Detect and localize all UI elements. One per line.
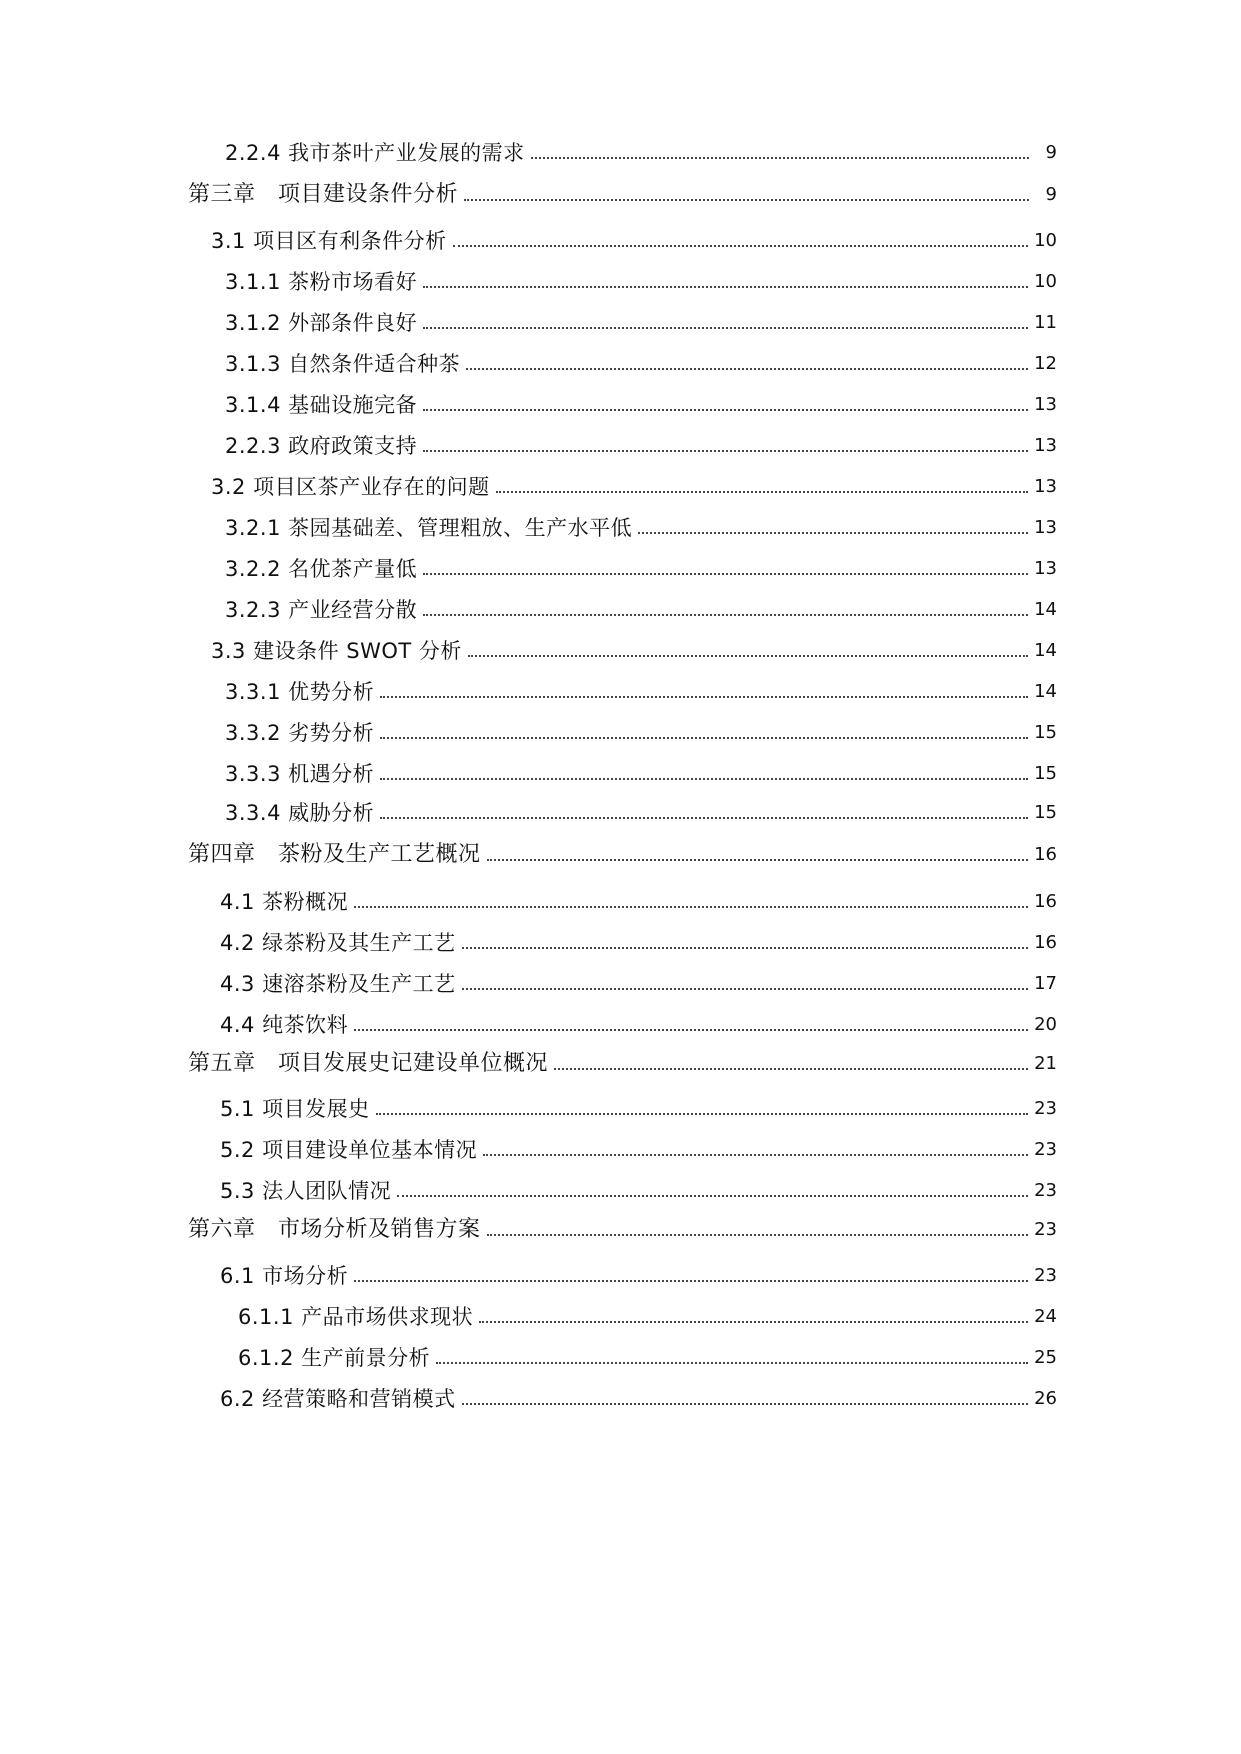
dot-leader bbox=[423, 286, 1028, 288]
dot-leader bbox=[380, 778, 1028, 780]
toc-chapter-entry[interactable] bbox=[188, 834, 1057, 868]
toc-page-number: 14 bbox=[1034, 681, 1057, 702]
toc-page-number: 23 bbox=[1034, 1139, 1057, 1160]
dot-leader bbox=[380, 817, 1028, 819]
toc-entry-label: 3.1.1 茶粉市场看好 bbox=[225, 270, 418, 294]
dot-leader bbox=[466, 368, 1028, 370]
toc-page-number: 9 bbox=[1045, 184, 1057, 205]
toc-page-number: 15 bbox=[1034, 802, 1057, 823]
dot-leader bbox=[462, 988, 1029, 990]
toc-entry-label: 4.2 绿茶粉及其生产工艺 bbox=[220, 931, 456, 955]
toc-page-number: 16 bbox=[1034, 932, 1057, 953]
toc-entry[interactable] bbox=[225, 753, 1057, 787]
toc-page-number: 15 bbox=[1034, 763, 1057, 784]
toc-entry-label: 4.3 速溶茶粉及生产工艺 bbox=[220, 972, 456, 996]
toc-entry-label: 6.1 市场分析 bbox=[220, 1264, 349, 1288]
dot-leader bbox=[462, 1403, 1029, 1405]
toc-entry[interactable] bbox=[220, 963, 1057, 997]
toc-entry-label: 3.3.2 劣势分析 bbox=[225, 721, 375, 745]
toc-entry-label: 3.1 项目区有利条件分析 bbox=[211, 229, 447, 253]
dot-leader bbox=[462, 947, 1029, 949]
toc-entry[interactable] bbox=[225, 589, 1057, 623]
toc-entry[interactable] bbox=[220, 1004, 1057, 1038]
dot-leader bbox=[380, 696, 1028, 698]
toc-entry[interactable] bbox=[220, 1255, 1057, 1289]
toc-entry-label: 第四章 茶粉及生产工艺概况 bbox=[188, 842, 481, 867]
toc-page-number: 17 bbox=[1034, 973, 1057, 994]
toc-page-number: 23 bbox=[1034, 1180, 1057, 1201]
toc-entry[interactable] bbox=[211, 466, 1057, 500]
dot-leader bbox=[479, 1321, 1028, 1323]
toc-entry[interactable] bbox=[225, 712, 1057, 746]
toc-entry[interactable] bbox=[225, 343, 1057, 377]
toc-entry-label: 6.2 经营策略和营销模式 bbox=[220, 1387, 456, 1411]
toc-entry-label: 6.1.2 生产前景分析 bbox=[238, 1346, 431, 1370]
dot-leader bbox=[423, 573, 1028, 575]
dot-leader bbox=[436, 1362, 1028, 1364]
toc-page-number: 10 bbox=[1034, 230, 1057, 251]
dot-leader bbox=[423, 327, 1028, 329]
toc-page-number: 14 bbox=[1034, 599, 1057, 620]
toc-entry[interactable] bbox=[220, 922, 1057, 956]
toc-page-number: 13 bbox=[1034, 394, 1057, 415]
toc-entry[interactable] bbox=[238, 1337, 1057, 1371]
toc-entry[interactable] bbox=[225, 132, 1057, 166]
toc-entry-label: 第三章 项目建设条件分析 bbox=[188, 182, 459, 207]
toc-entry-label: 3.3.4 威胁分析 bbox=[225, 801, 375, 825]
toc-entry[interactable] bbox=[225, 792, 1057, 826]
dot-leader bbox=[397, 1195, 1028, 1197]
dot-leader bbox=[354, 1280, 1028, 1282]
toc-entry-label: 第六章 市场分析及销售方案 bbox=[188, 1217, 481, 1242]
dot-leader bbox=[376, 1113, 1029, 1115]
toc-entry-label: 2.2.4 我市茶叶产业发展的需求 bbox=[225, 141, 525, 165]
dot-leader bbox=[496, 491, 1029, 493]
toc-entry[interactable] bbox=[220, 1378, 1057, 1412]
toc-entry[interactable] bbox=[225, 548, 1057, 582]
toc-page-number: 12 bbox=[1034, 353, 1057, 374]
toc-entry-label: 2.2.3 政府政策支持 bbox=[225, 434, 418, 458]
toc-entry[interactable] bbox=[220, 1170, 1057, 1204]
toc-entry-label: 3.1.4 基础设施完备 bbox=[225, 393, 418, 417]
dot-leader bbox=[483, 1154, 1028, 1156]
toc-page-number: 13 bbox=[1034, 476, 1057, 497]
toc-entry[interactable] bbox=[225, 425, 1057, 459]
toc-entry[interactable] bbox=[211, 220, 1057, 254]
dot-leader bbox=[423, 450, 1028, 452]
toc-entry-label: 3.1.2 外部条件良好 bbox=[225, 311, 418, 335]
toc-chapter-entry[interactable] bbox=[188, 1043, 1057, 1077]
toc-entry-label: 4.1 茶粉概况 bbox=[220, 890, 349, 914]
toc-page-number: 13 bbox=[1034, 558, 1057, 579]
toc-entry-label: 5.2 项目建设单位基本情况 bbox=[220, 1138, 478, 1162]
toc-page-number: 23 bbox=[1034, 1098, 1057, 1119]
toc-entry[interactable] bbox=[225, 261, 1057, 295]
toc-entry-label: 3.1.3 自然条件适合种茶 bbox=[225, 352, 461, 376]
dot-leader bbox=[423, 614, 1028, 616]
toc-page-number: 13 bbox=[1034, 517, 1057, 538]
toc-page-number: 21 bbox=[1034, 1053, 1057, 1074]
dot-leader bbox=[487, 1234, 1029, 1236]
toc-chapter-entry[interactable] bbox=[188, 174, 1057, 208]
toc-page-number: 9 bbox=[1045, 142, 1057, 163]
toc-entry-label: 5.1 项目发展史 bbox=[220, 1097, 370, 1121]
toc-page-number: 13 bbox=[1034, 435, 1057, 456]
toc-page-number: 24 bbox=[1034, 1306, 1057, 1327]
toc-entry[interactable] bbox=[211, 630, 1057, 664]
toc-entry[interactable] bbox=[225, 302, 1057, 336]
toc-entry-label: 6.1.1 产品市场供求现状 bbox=[238, 1305, 474, 1329]
toc-page-number: 26 bbox=[1034, 1388, 1057, 1409]
toc-page-number: 10 bbox=[1034, 271, 1057, 292]
dot-leader bbox=[453, 245, 1029, 247]
dot-leader bbox=[354, 1029, 1028, 1031]
toc-page-number: 23 bbox=[1034, 1265, 1057, 1286]
dot-leader bbox=[464, 199, 1029, 201]
toc-entry-label: 3.2 项目区茶产业存在的问题 bbox=[211, 475, 490, 499]
toc-entry[interactable] bbox=[225, 671, 1057, 705]
toc-entry-label: 3.2.3 产业经营分散 bbox=[225, 598, 418, 622]
toc-page-number: 20 bbox=[1034, 1014, 1057, 1035]
toc-entry-label: 3.3.1 优势分析 bbox=[225, 680, 375, 704]
toc-page-number: 16 bbox=[1034, 844, 1057, 865]
toc-entry-label: 5.3 法人团队情况 bbox=[220, 1179, 392, 1203]
toc-entry[interactable] bbox=[225, 507, 1057, 541]
toc-entry[interactable] bbox=[238, 1296, 1057, 1330]
dot-leader bbox=[468, 655, 1028, 657]
toc-entry-label: 3.2.1 茶园基础差、管理粗放、生产水平低 bbox=[225, 516, 633, 540]
toc-page-number: 23 bbox=[1034, 1219, 1057, 1240]
toc-page-number: 16 bbox=[1034, 891, 1057, 912]
dot-leader bbox=[554, 1068, 1028, 1070]
dot-leader bbox=[380, 737, 1028, 739]
toc-entry[interactable] bbox=[220, 881, 1057, 915]
dot-leader bbox=[423, 409, 1028, 411]
toc-page-number: 14 bbox=[1034, 640, 1057, 661]
toc-entry-label: 第五章 项目发展史记建设单位概况 bbox=[188, 1051, 549, 1076]
toc-entry-label: 3.2.2 名优茶产量低 bbox=[225, 557, 418, 581]
toc-chapter-entry[interactable] bbox=[188, 1209, 1057, 1243]
dot-leader bbox=[638, 532, 1028, 534]
toc-entry[interactable] bbox=[225, 384, 1057, 418]
toc-entry-label: 3.3.3 机遇分析 bbox=[225, 762, 375, 786]
dot-leader bbox=[354, 906, 1028, 908]
toc-entry[interactable] bbox=[220, 1088, 1057, 1122]
dot-leader bbox=[487, 859, 1029, 861]
toc-entry[interactable] bbox=[220, 1129, 1057, 1163]
toc-page-number: 11 bbox=[1034, 312, 1057, 333]
toc-page-number: 25 bbox=[1034, 1347, 1057, 1368]
toc-entry-label: 3.3 建设条件 SWOT 分析 bbox=[211, 639, 462, 663]
dot-leader bbox=[531, 157, 1029, 159]
toc-entry-label: 4.4 纯茶饮料 bbox=[220, 1013, 349, 1037]
toc-page-number: 15 bbox=[1034, 722, 1057, 743]
